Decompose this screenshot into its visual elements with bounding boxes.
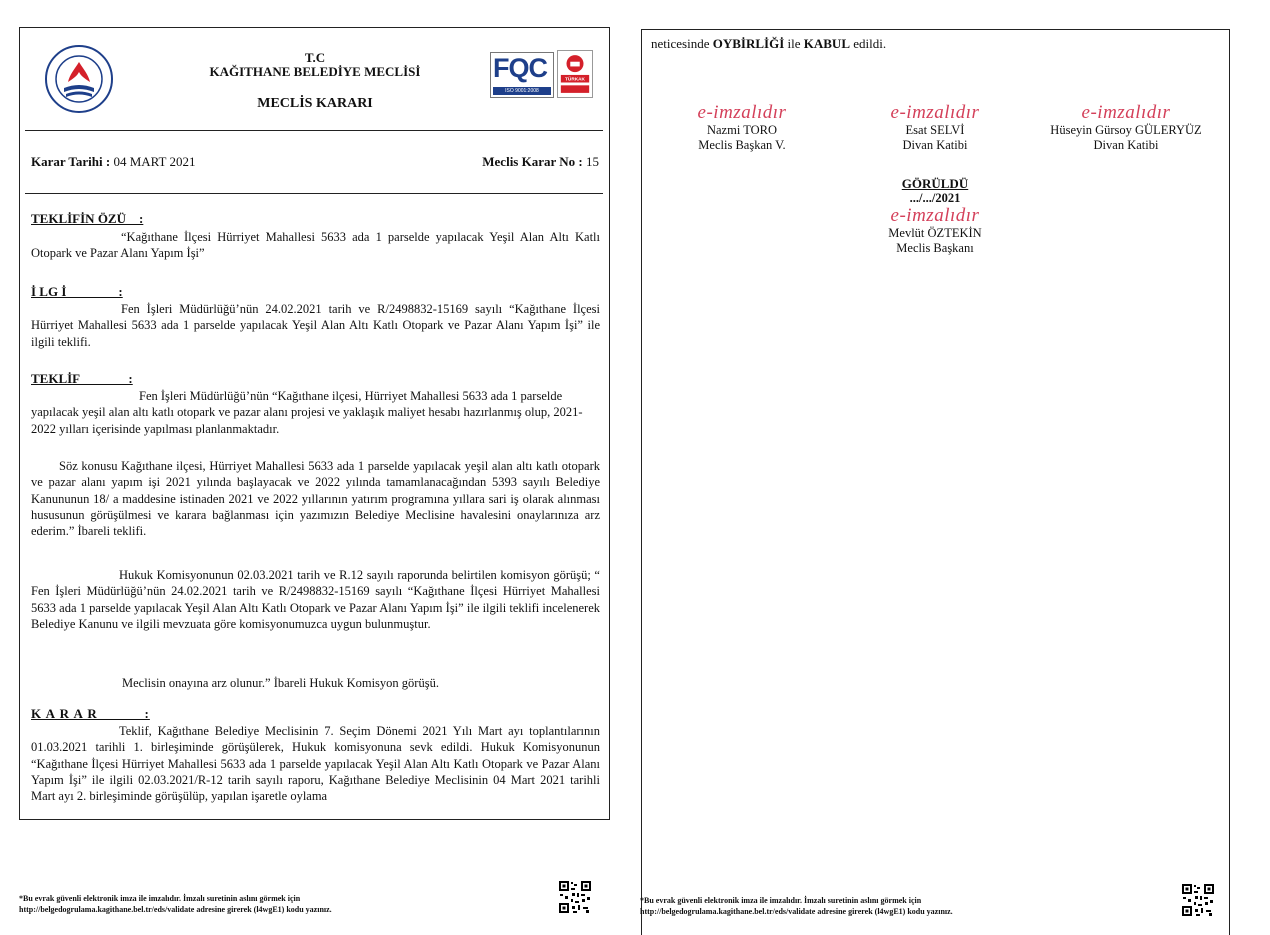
decision-number: Meclis Karar No : 15 (482, 154, 599, 169)
signature-block-2 (835, 103, 1035, 153)
page1-qr-code (558, 880, 592, 914)
decision-date: Karar Tarihi : 04 MART 2021 (31, 154, 196, 169)
page1-footer-note: *Bu evrak güvenli elektronik imza ile imzalıdır. İmzalı suretinin aslını görmek için http://belgedogrulama.kagithane.bel.tr/eds/validate adresine girerek (l4wgE1) kodu yazınız. (19, 894, 332, 914)
signer-name: Nazmi TORO (706, 123, 778, 137)
municipality-logo (44, 44, 114, 114)
section-text-komisyon: Hukuk Komisyonunun 02.03.2021 tarih ve R.12 sayılı raporunda belirtilen komisyon görüşü; “ Fen İşleri Müdürlüğü’nün 24.02.2021 tarih ve R/2498832-15169 sayılı “Kağıthane İlçesi Hürriyet Mahallesi 5633 ada 1 parselde yapılacak Yeşil Alan Altı Katlı Otopark ve Pazar Alanı Yapım İşi” ile ilgili teklifi incelenerek Belediye Kanunu ve ilgili mevzuata göre komisyonumuzca uygun bulunmuştur. (31, 568, 600, 631)
section-heading-teklifin-ozu: TEKLİFİN ÖZÜ : (31, 211, 144, 226)
e-signature-mark: e-imzalıdır (697, 102, 787, 123)
approver-title: Meclis Başkanı (896, 241, 974, 255)
e-signature-mark: e-imzalıdır (1081, 102, 1171, 123)
signer-title: Meclis Başkan V. (698, 138, 786, 152)
signer-name: Hüseyin Gürsoy GÜLERYÜZ (1050, 123, 1202, 137)
approver-name: Mevlüt ÖZTEKİN (888, 226, 982, 240)
page2-footer-note: *Bu evrak güvenli elektronik imza ile imzalıdır. İmzalı suretinin aslını görmek için http://belgedogrulama.kagithane.bel.tr/eds/validate adresine girerek (l4wgE1) kodu yazınız. (640, 896, 953, 916)
section-heading-teklif: TEKLİF : (31, 371, 133, 386)
turkak-accreditation-logo (557, 50, 593, 98)
section-heading-karar: K A R A R : (31, 706, 150, 721)
meta-divider (25, 193, 603, 194)
section-heading-ilgi: İ LG İ : (31, 284, 123, 299)
section-text-onay: Meclisin onayına arz olunur.” İbareli Hukuk Komisyon görüşü. (122, 676, 439, 690)
document-page-1 (19, 27, 610, 820)
section-text-teklif-1: Fen İşleri Müdürlüğü’nün “Kağıthane ilçesi, Hürriyet Mahallesi 5633 ada 1 parselde yapılacak yeşil alan altı katlı otopark ve pazar alanı projesi ve yaklaşık maliyet hesabı hazırlanmış olup, 2021-2022 yılları içerisinde yapılması planlanmaktadır. (31, 389, 583, 436)
e-signature-mark: e-imzalıdır (890, 102, 980, 123)
e-signature-mark: e-imzalıdır (890, 205, 980, 226)
approval-date: .../.../2021 (909, 191, 961, 205)
section-text-teklif-2: Söz konusu Kağıthane ilçesi, Hürriyet Mahallesi 5633 ada 1 parselde yapılacak yeşil alan altı katlı otopark ve pazar alanı yapım işi 2021 yılında başlayacak ve 2022 yılında tamamlanacağından 5393 sayılı Belediye Kanununun 18/ a maddesine istinaden 2021 ve 2022 yıllarının yatırım programına yıllara sari iş olarak alınması hususunun görüşülmesi ve karara bağlanması için yazımızın Belediye Meclisine havalesini onaylarınıza arz ederim.” İbareli teklifi. (31, 459, 600, 539)
header-divider (25, 130, 603, 131)
page2-qr-code (1181, 883, 1215, 917)
signature-block-3 (1026, 103, 1226, 153)
section-text-ilgi: Fen İşleri Müdürlüğü’nün 24.02.2021 tarih ve R/2498832-15169 sayılı “Kağıthane İlçesi Hürriyet Mahallesi 5633 ada 1 parselde yapılacak Yeşil Alan Altı Katlı Otopark ve Pazar Alanı Yapım İşi” ile ilgili teklifi. (31, 302, 600, 349)
signer-title: Divan Katibi (1093, 138, 1159, 152)
signer-name: Esat SELVİ (905, 123, 965, 137)
continuation-text: neticesinde OYBİRLİĞİ ile KABUL edildi. (651, 36, 887, 51)
header-doc-type: MECLİS KARARI (257, 96, 373, 111)
section-text-karar: Teklif, Kağıthane Belediye Meclisinin 7. Seçim Dönemi 2021 Yılı Mart ayı toplantılarının 01.03.2021 tarihli 1. birleşiminde görüşülerek, Hukuk komisyonuna sevk edildi. Hukuk Komisyonunun “Kağıthane İlçesi Hürriyet Mahallesi 5633 ada 1 parselde yapılacak Yeşil Alan Altı Katlı Otopark ve Pazar Alanı Yapım İşi” ile ilgili 02.03.2021/R-12 tarih sayılı raporu, Kağıthane Belediye Meclisinin 04 Mart 2021 tarihli Mart ayı 2. birleşiminde görüşülüp, yapılan işaretle oylama (31, 724, 600, 804)
header-institution: KAĞITHANE BELEDİYE MECLİSİ (209, 64, 421, 79)
fqc-certification-logo: FQC ISO 9001:2008 (490, 52, 554, 98)
approval-block (835, 176, 1035, 256)
approval-heading: GÖRÜLDÜ (901, 176, 969, 191)
svg-text:TÜRKAK: TÜRKAK (565, 77, 585, 83)
document-page-2 (641, 29, 1230, 935)
section-text-teklifin-ozu: “Kağıthane İlçesi Hürriyet Mahallesi 5633 ada 1 parselde yapılacak Yeşil Alan Altı Katlı Otopark ve Pazar Alanı Yapım İşi” (31, 230, 600, 261)
signature-block-1 (642, 103, 842, 153)
header-country: T.C (304, 50, 326, 65)
signer-title: Divan Katibi (902, 138, 968, 152)
